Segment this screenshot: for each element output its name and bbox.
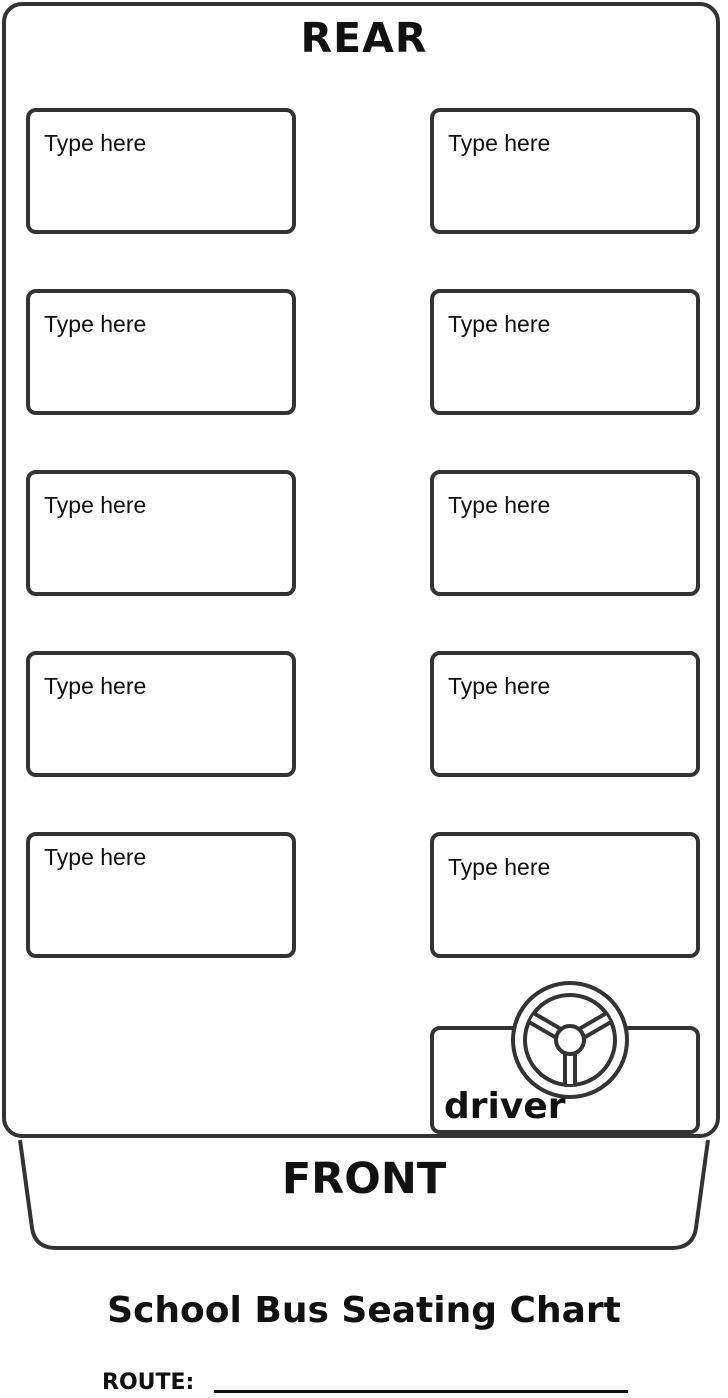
route-input-line[interactable] — [214, 1390, 628, 1393]
rear-label: REAR — [300, 14, 428, 62]
seat-left-3[interactable] — [26, 470, 296, 596]
seat-text[interactable]: Type here — [448, 311, 551, 337]
seat-right-2[interactable] — [430, 289, 700, 415]
seat-text[interactable]: Type here — [44, 844, 147, 870]
front-label: FRONT — [281, 1154, 447, 1204]
seat-right-4[interactable] — [430, 651, 700, 777]
seat-right-1[interactable] — [430, 108, 700, 234]
seat-text[interactable]: Type here — [44, 311, 147, 337]
seat-right-5[interactable] — [430, 832, 700, 958]
seat-text[interactable]: Type here — [448, 130, 551, 156]
seat-left-4[interactable] — [26, 651, 296, 777]
route-label: ROUTE: — [102, 1370, 195, 1395]
seat-text[interactable]: Type here — [448, 492, 551, 518]
seat-right-3[interactable] — [430, 470, 700, 596]
seat-text[interactable]: Type here — [44, 673, 147, 699]
seat-text[interactable]: Type here — [44, 492, 147, 518]
seat-text[interactable]: Type here — [448, 854, 551, 880]
seat-left-1[interactable] — [26, 108, 296, 234]
page-title: School Bus Seating Chart — [107, 1290, 621, 1331]
driver-label: driver — [444, 1086, 566, 1127]
seat-text[interactable]: Type here — [448, 673, 551, 699]
seat-left-5[interactable] — [26, 832, 296, 958]
seat-left-2[interactable] — [26, 289, 296, 415]
steering-wheel-icon — [508, 978, 632, 1102]
seat-text[interactable]: Type here — [44, 130, 147, 156]
